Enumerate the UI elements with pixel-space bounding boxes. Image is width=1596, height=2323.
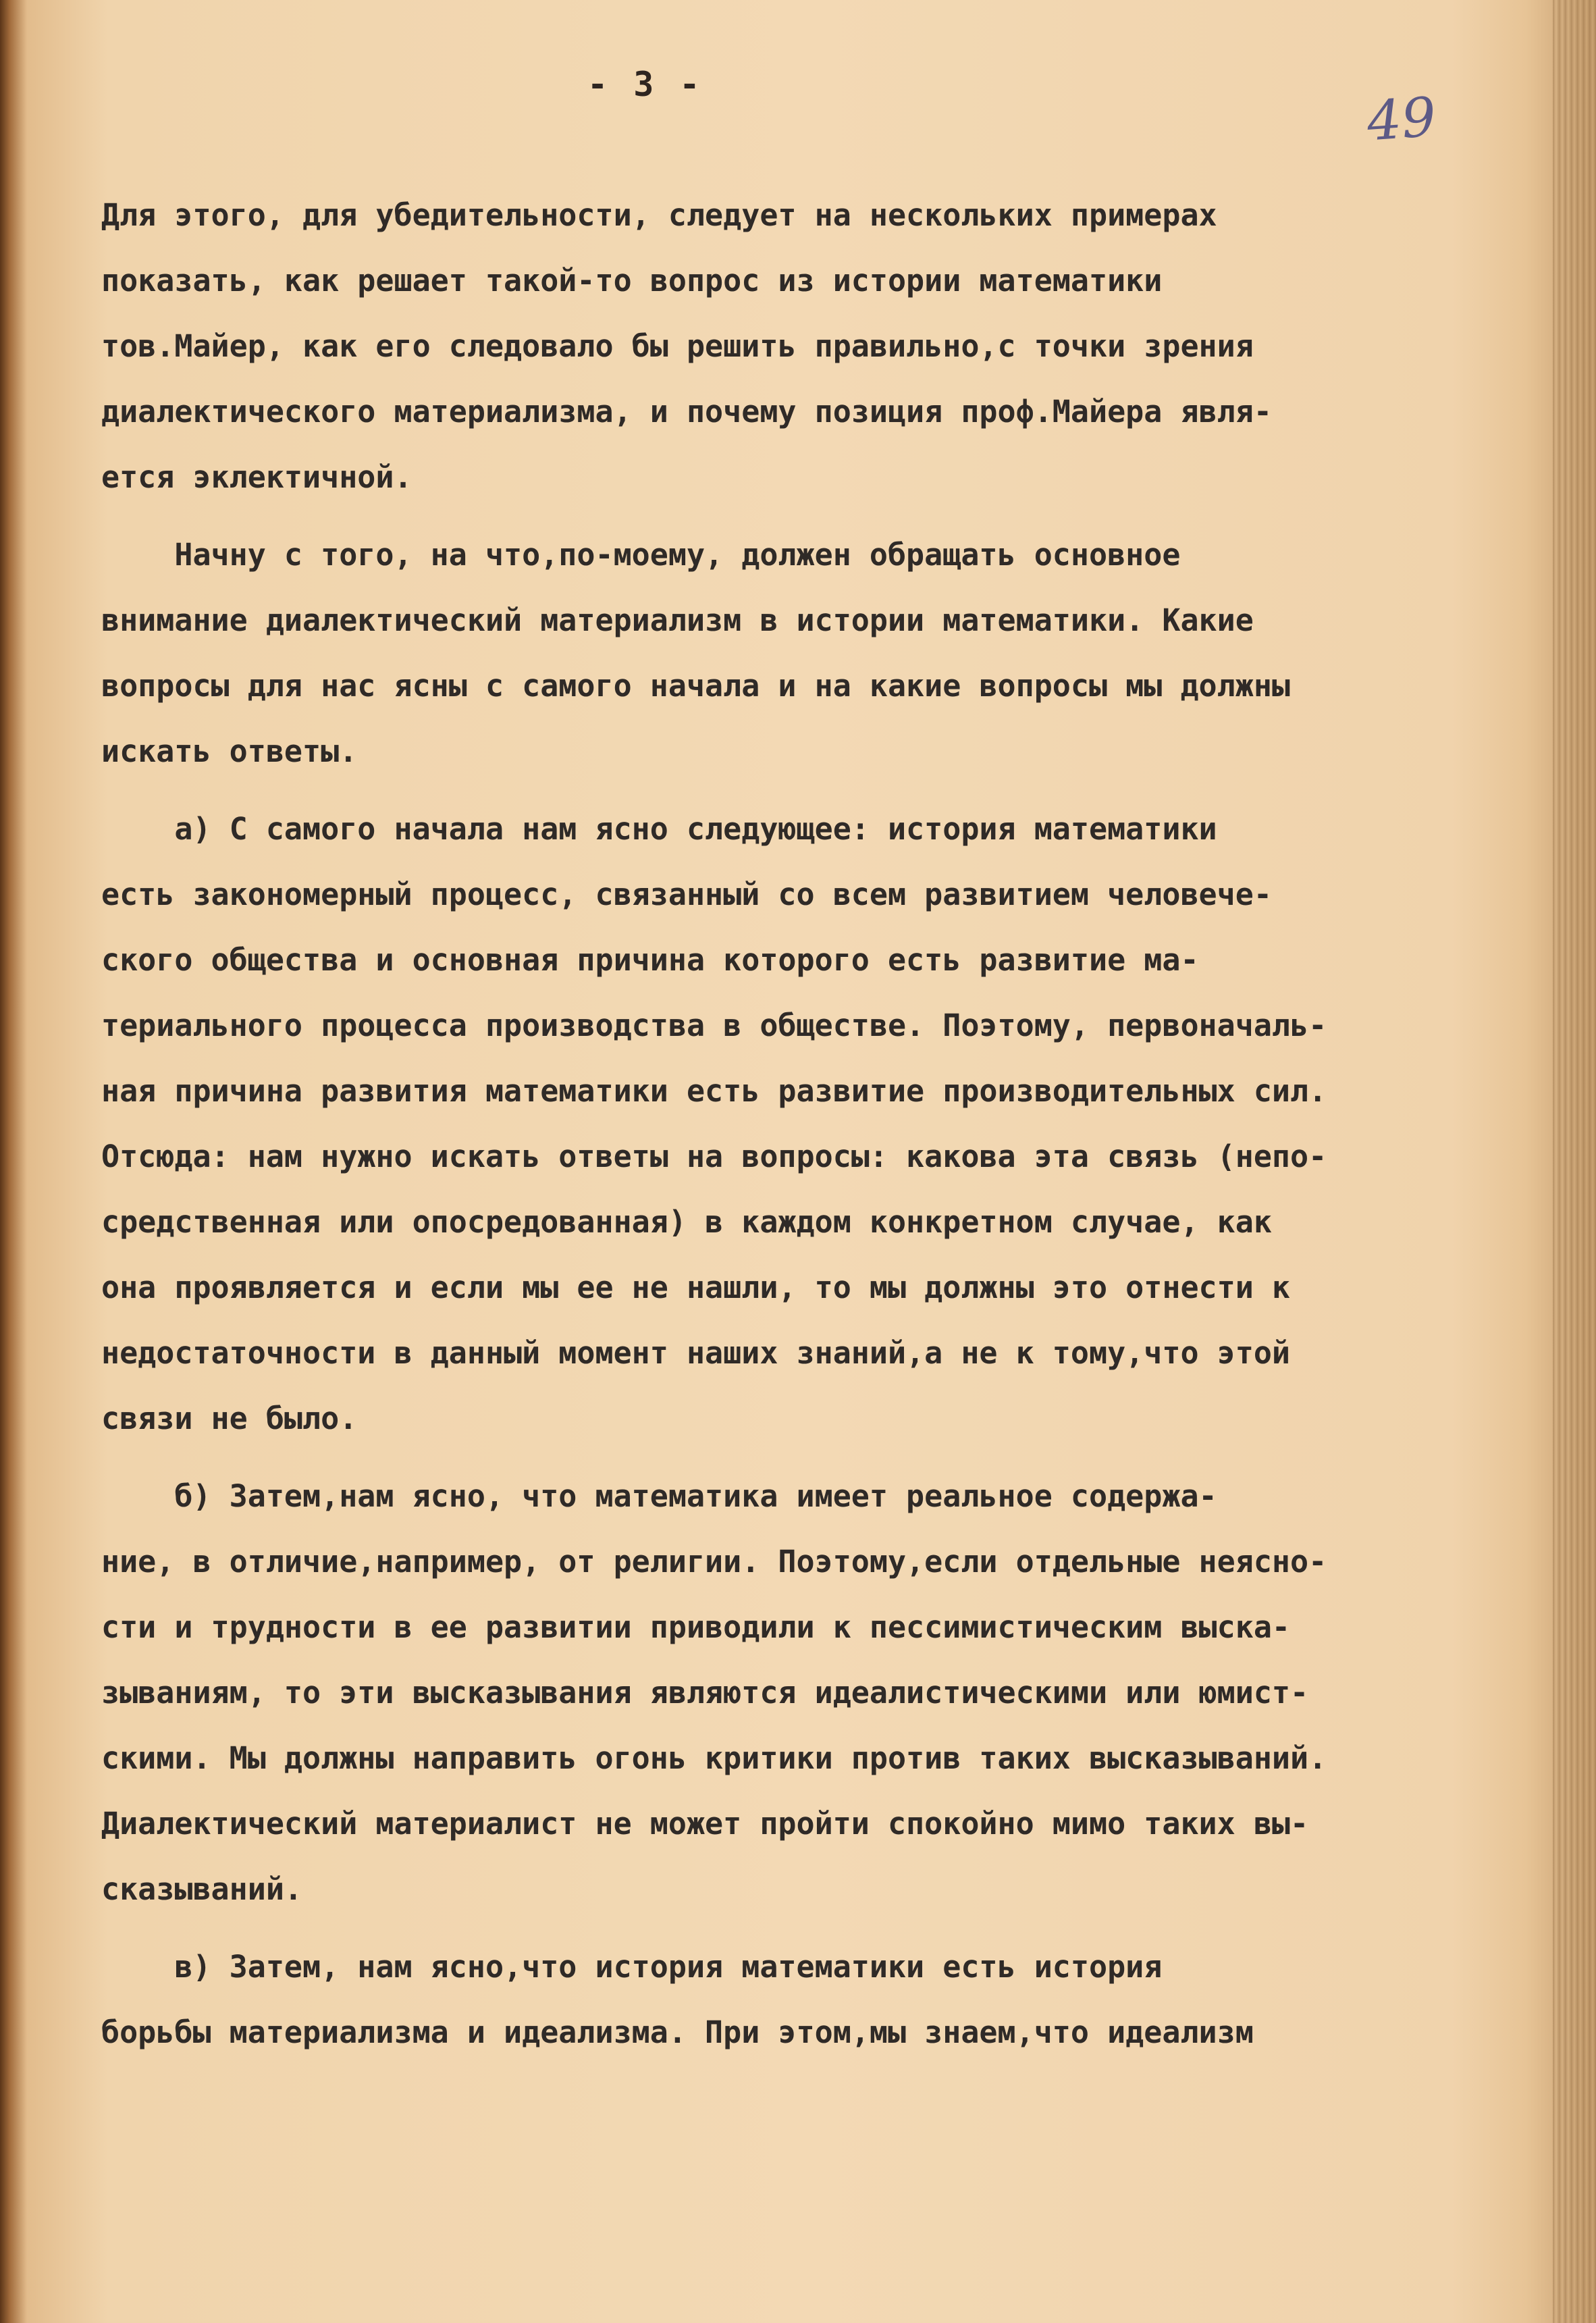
text-line: показать, как решает такой-то вопрос из истории математики [101,263,1163,298]
text-line: Диалектический материалист не может пройти спокойно мимо таких вы- [101,1806,1309,1842]
text-line: скими. Мы должны направить огонь критики против таких высказываний. [101,1740,1327,1776]
text-line: а) С самого начала нам ясно следующее: история математики [101,811,1217,847]
text-line: она проявляется и если мы ее не нашли, то мы должны это отнести к [101,1270,1290,1305]
text-line: ние, в отличие,например, от религии. Поэтому,если отдельные неясно- [101,1544,1327,1580]
page-number: - 3 - [587,65,703,104]
text-line: внимание диалектический материализм в истории математики. Какие [101,602,1254,638]
text-line: териального процесса производства в обществе. Поэтому, первоначаль- [101,1008,1327,1043]
text-line: вопросы для нас ясны с самого начала и на какие вопросы мы должны [101,668,1290,704]
text-line: ского общества и основная причина которого есть развитие ма- [101,942,1199,978]
text-line: сказываний. [101,1871,303,1907]
paragraph-point-b [101,1463,1533,1922]
text-line: есть закономерный процесс, связанный со всем развитием человече- [101,877,1272,912]
text-line: Отсюда: нам нужно искать ответы на вопросы: какова эта связь (непо- [101,1139,1327,1174]
text-line: искать ответы. [101,733,358,769]
text-line: недостаточности в данный момент наших знаний,а не к тому,что этой [101,1335,1290,1371]
text-line: в) Затем, нам ясно,что история математики есть история [101,1949,1163,1985]
handwritten-archive-number: 49 [1364,85,1438,153]
document-body [101,182,1533,2065]
text-line: б) Затем,нам ясно, что математика имеет реальное содержа- [101,1478,1217,1514]
text-line: сти и трудности в ее развитии приводили к пессимистическим выска- [101,1609,1290,1645]
paragraph-start [101,522,1533,784]
text-line: ная причина развития математики есть развитие производительных сил. [101,1073,1327,1109]
text-line: тов.Майер, как его следовало бы решить правильно,с точки зрения [101,328,1254,364]
paragraph-point-v [101,1934,1533,2065]
text-line: средственная или опосредованная) в каждом конкретном случае, как [101,1204,1272,1240]
text-line: ется эклектичной. [101,459,413,495]
text-line: Для этого, для убедительности, следует на нескольких примерах [101,197,1217,233]
text-line: борьбы материализма и идеализма. При этом,мы знаем,что идеализм [101,2014,1254,2050]
text-line: зываниям, то эти высказывания являются идеалистическими или юмист- [101,1675,1309,1711]
text-line: диалектического материализма, и почему позиция проф.Майера явля- [101,394,1272,429]
paragraph-point-a [101,796,1533,1451]
text-line: Начну с того, на что,по-моему, должен обращать основное [101,537,1181,573]
text-line: связи не было. [101,1401,358,1436]
paragraph-intro [101,182,1533,510]
